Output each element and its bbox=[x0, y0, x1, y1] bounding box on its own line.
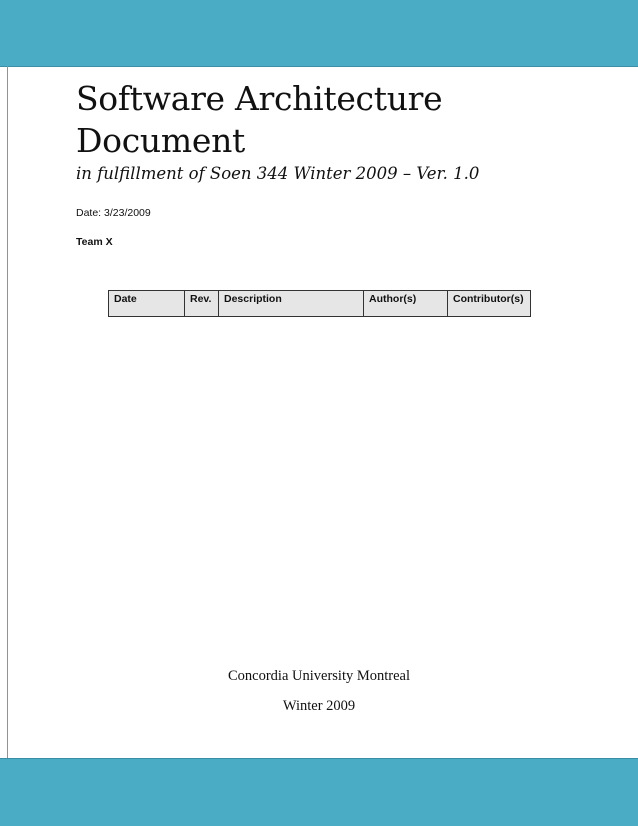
academic-term: Winter 2009 bbox=[282, 698, 356, 714]
team-name: Team X bbox=[76, 236, 113, 248]
column-header-date: Date bbox=[109, 291, 185, 317]
revision-table-header-row bbox=[109, 291, 531, 317]
left-margin-rule bbox=[7, 66, 8, 758]
column-header-description: Description bbox=[219, 291, 364, 317]
column-header-rev: Rev. bbox=[185, 291, 219, 317]
footer-band bbox=[0, 758, 638, 826]
column-header-contributors: Contributor(s) bbox=[448, 291, 531, 317]
document-subtitle: in fulfillment of Soen 344 Winter 2009 – Ver. 1.0 bbox=[76, 164, 480, 183]
revision-history-table bbox=[108, 290, 531, 317]
header-band bbox=[0, 0, 638, 67]
column-header-authors: Author(s) bbox=[364, 291, 448, 317]
institution-name: Concordia University Montreal bbox=[227, 668, 410, 684]
document-date: Date: 3/23/2009 bbox=[76, 207, 151, 219]
document-title: Software Architecture Document bbox=[76, 79, 443, 160]
